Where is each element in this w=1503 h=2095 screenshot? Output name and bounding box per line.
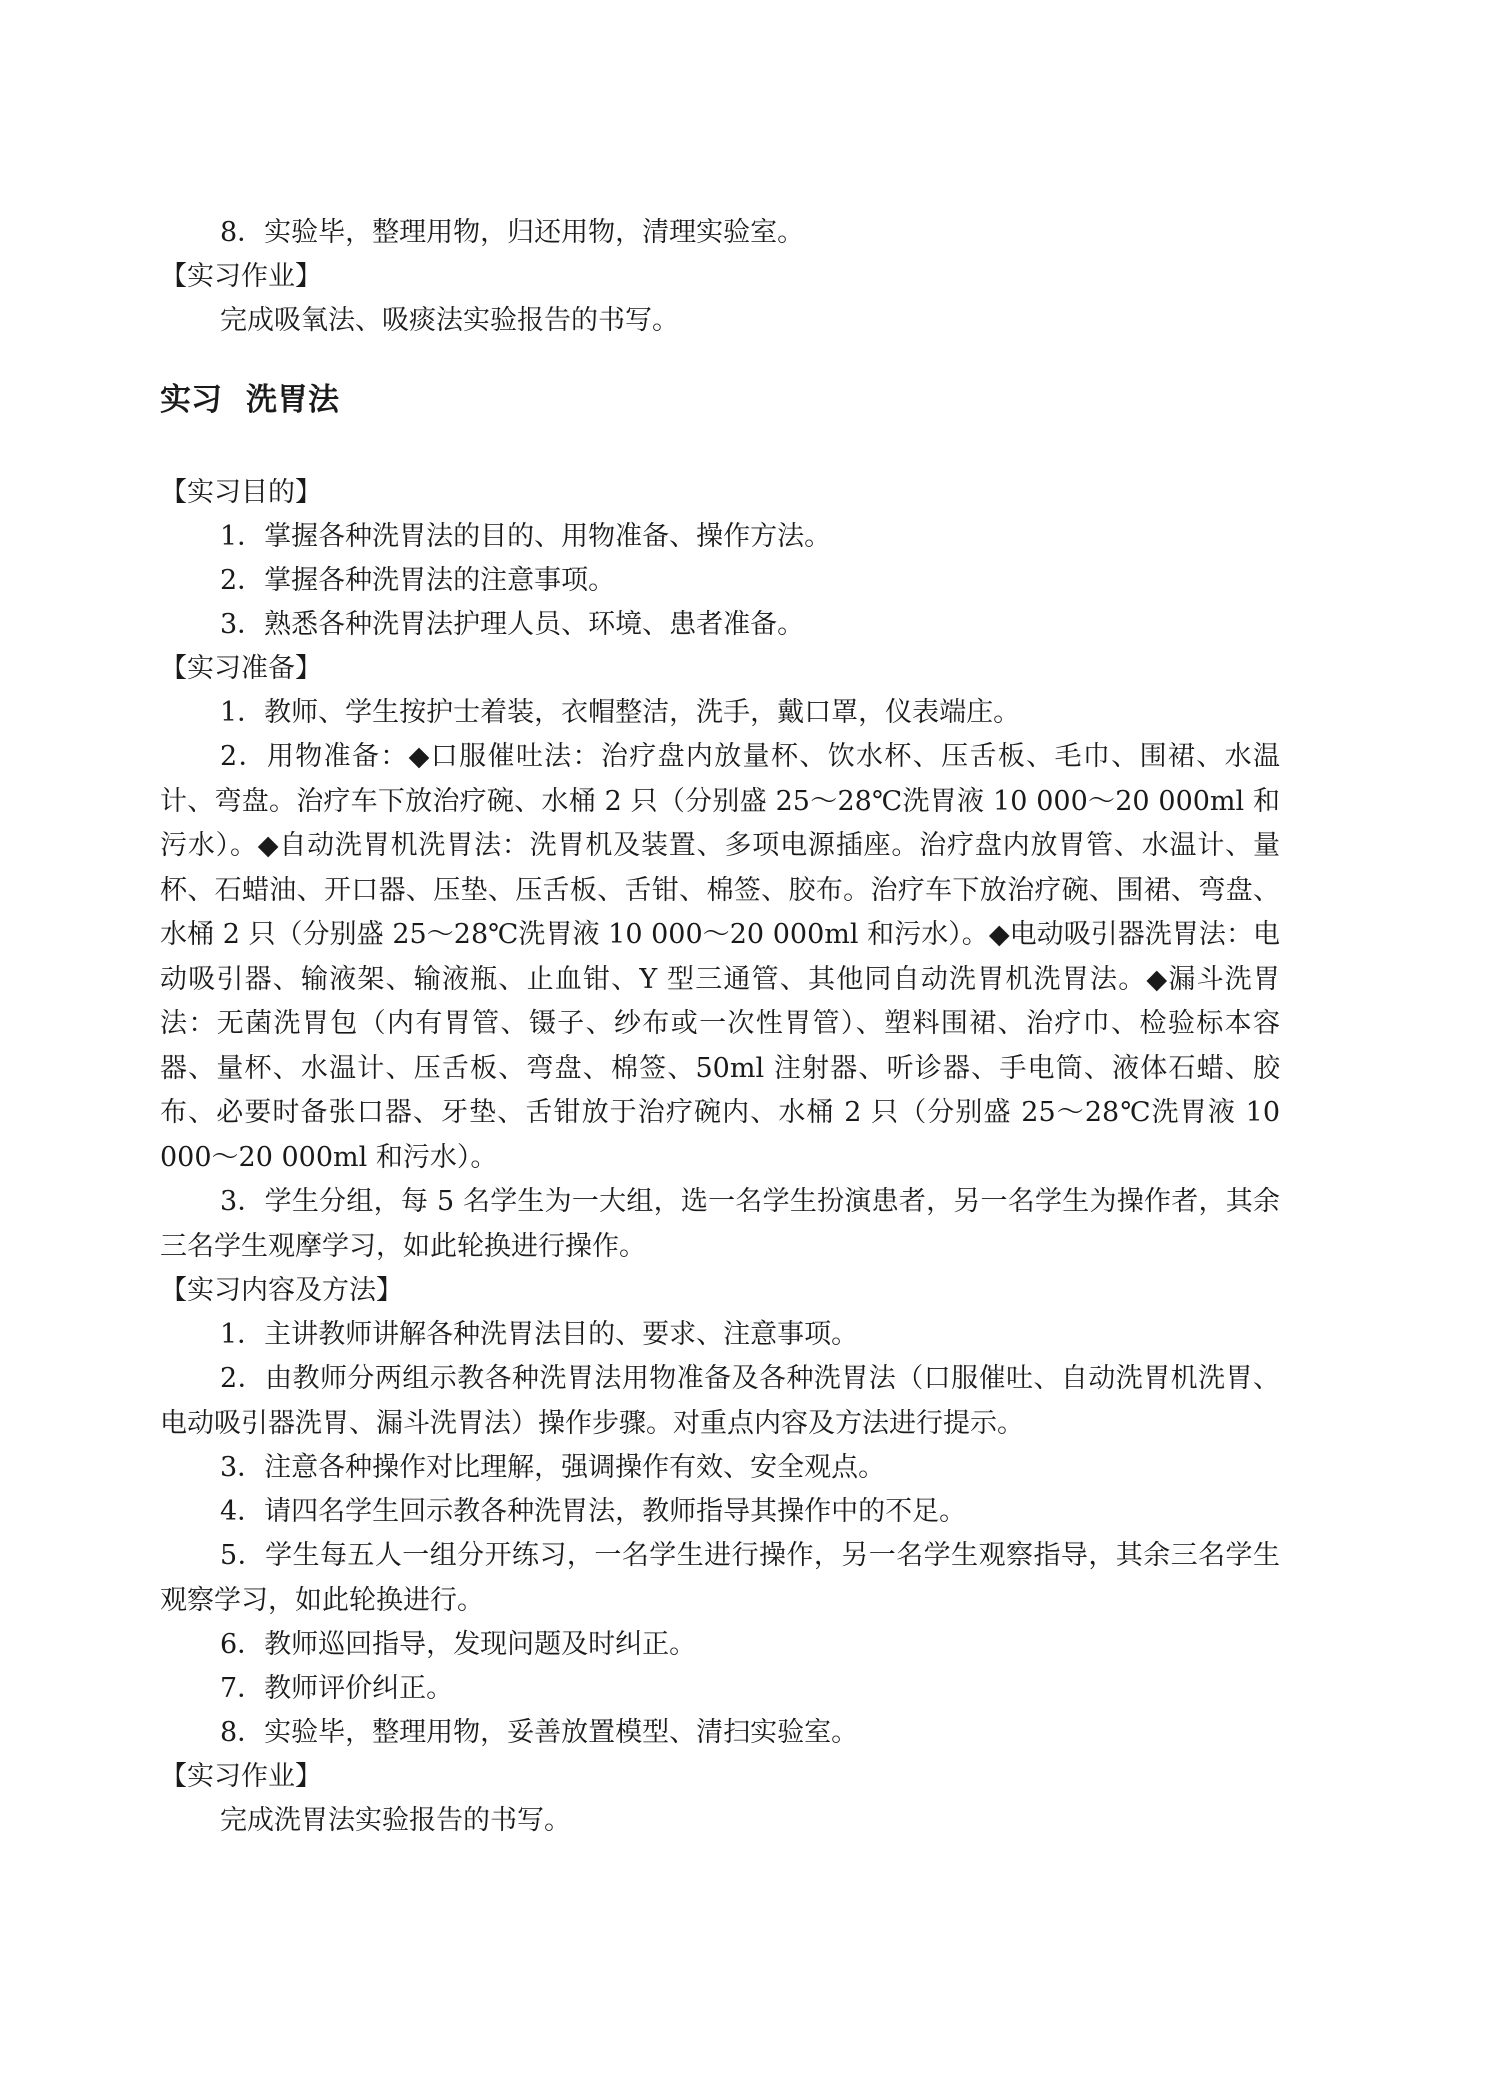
preparation-item-2: 2．用物准备：◆口服催吐法：治疗盘内放量杯、饮水杯、压舌板、毛巾、围裙、水温计、弯盘。治疗车下放治疗碗、水桶 2 只（分别盛 25～28℃洗胃液 10 000～20 000ml 和污水）。◆自动洗胃机洗胃法：洗胃机及装置、多项电源插座。治疗盘内放胃管、水温计、量杯、石蜡油、开口器、压垫、压舌板、舌钳、棉签、胶布。治疗车下放治疗碗、围裙、弯盘、水桶 2 只（分别盛 25～28℃洗胃液 10 000～20 000ml 和污水）。◆电动吸引器洗胃法：电动吸引器、输液架、输液瓶、止血钳、Y 型三通管、其他同自动洗胃机洗胃法。◆漏斗洗胃法：无菌洗胃包（内有胃管、镊子、纱布或一次性胃管）、塑料围裙、治疗巾、检验标本容器、量杯、水温计、压舌板、弯盘、棉签、50ml 注射器、听诊器、手电筒、液体石蜡、胶布、必要时备张口器、牙垫、舌钳放于治疗碗内、水桶 2 只（分别盛 25～28℃洗胃液 10 000～20 000ml 和污水）。 [160, 741, 1280, 1173]
preparation-item-1: 1．教师、学生按护士着装，衣帽整洁，洗手，戴口罩，仪表端庄。 [220, 697, 1021, 728]
previous-homework-text: 完成吸氧法、吸痰法实验报告的书写。 [220, 305, 679, 336]
purpose-item-1: 1．掌握各种洗胃法的目的、用物准备、操作方法。 [220, 521, 832, 552]
previous-section-tail [160, 211, 1280, 343]
preparation-item-3: 3．学生分组，每 5 名学生为一大组，选一名学生扮演患者，另一名学生为操作者，其余三名学生观摩学习，如此轮换进行操作。 [160, 1186, 1280, 1262]
homework-text: 完成洗胃法实验报告的书写。 [220, 1805, 571, 1836]
content-label: 【实习内容及方法】 [160, 1275, 403, 1306]
section-title-part2: 洗胃法 [246, 382, 339, 418]
purpose-label: 【实习目的】 [160, 477, 322, 508]
section-body [160, 471, 1280, 1843]
content-item-1: 1．主讲教师讲解各种洗胃法目的、要求、注意事项。 [220, 1319, 859, 1350]
previous-homework-label: 【实习作业】 [160, 261, 322, 292]
content-item-8: 8．实验毕，整理用物，妥善放置模型、清扫实验室。 [220, 1717, 859, 1748]
content-item-5: 5．学生每五人一组分开练习，一名学生进行操作，另一名学生观察指导，其余三名学生观察学习，如此轮换进行。 [160, 1540, 1280, 1616]
content-item-6: 6．教师巡回指导，发现问题及时纠正。 [220, 1629, 697, 1660]
homework-label: 【实习作业】 [160, 1761, 322, 1792]
content-item-2: 2．由教师分两组示教各种洗胃法用物准备及各种洗胃法（口服催吐、自动洗胃机洗胃、电动吸引器洗胃、漏斗洗胃法）操作步骤。对重点内容及方法进行提示。 [160, 1363, 1280, 1439]
preparation-label: 【实习准备】 [160, 653, 322, 684]
content-item-4: 4．请四名学生回示教各种洗胃法，教师指导其操作中的不足。 [220, 1496, 967, 1527]
section-title [160, 380, 339, 420]
content-item-7: 7．教师评价纠正。 [220, 1673, 454, 1704]
purpose-item-3: 3．熟悉各种洗胃法护理人员、环境、患者准备。 [220, 609, 805, 640]
section-title-part1: 实习 [160, 382, 222, 418]
previous-step-8: 8．实验毕，整理用物，归还用物，清理实验室。 [220, 217, 805, 248]
content-item-3: 3．注意各种操作对比理解，强调操作有效、安全观点。 [220, 1452, 886, 1483]
purpose-item-2: 2．掌握各种洗胃法的注意事项。 [220, 565, 616, 596]
